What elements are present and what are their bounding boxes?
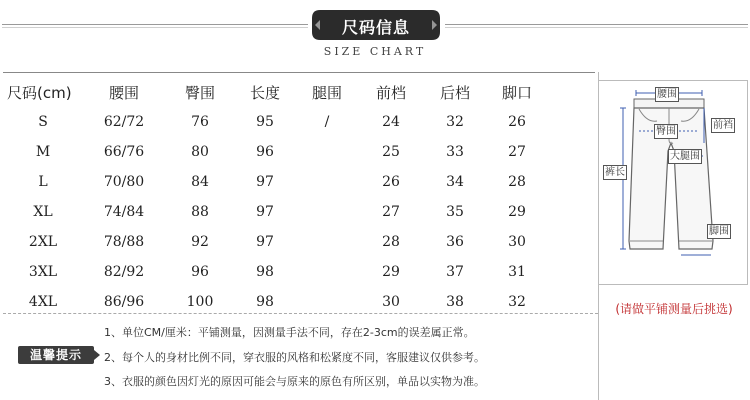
cell-length: 95 [256,114,274,130]
cell-front-rise: 25 [382,144,400,160]
cell-hem: 29 [508,204,526,220]
cell-back-rise: 32 [446,114,464,130]
label-thigh: 大腿围 [670,151,700,162]
cell-size: 4XL [28,294,58,310]
note-item: 2、每个人的身材比例不同，穿衣服的风格和松紧度不同，客服建议仅供参考。 [104,351,485,364]
label-waist: 腰围 [657,89,677,100]
header-size: 尺码(cm) [7,83,72,102]
label-length: 裤长 [605,167,625,178]
cell-length: 97 [256,234,274,250]
cell-thigh [295,167,359,197]
cell-size: M [35,144,51,160]
cell-hip: 76 [191,114,209,130]
notes-divider [3,313,598,314]
note-item: 1、单位CM/厘米：平铺测量，因测量手法不同，存在2-3cm的误差属正常。 [104,326,475,339]
table-row [3,107,547,137]
cell-length: 97 [256,174,274,190]
table-top-rule [3,72,595,73]
cell-hip: 96 [191,264,209,280]
tips-badge: 温馨提示 [18,346,94,364]
header-waist: 腰围 [108,83,139,102]
cell-thigh [295,197,359,227]
cell-waist: 78/88 [103,234,145,250]
cell-hip: 88 [191,204,209,220]
header-hip: 臀围 [184,83,215,102]
cell-hem: 30 [508,234,526,250]
cell-length: 97 [256,204,274,220]
cell-size: S [38,114,48,130]
header-length: 长度 [249,83,280,102]
cell-back-rise: 37 [446,264,464,280]
cell-size: XL [33,204,53,220]
cell-thigh [295,137,359,167]
table-row [3,227,547,257]
cell-hem: 26 [508,114,526,130]
cell-length: 98 [256,294,274,310]
header-rule-right-thin [445,27,748,28]
cell-front-rise: 29 [382,264,400,280]
cell-thigh [295,227,359,257]
header-rule-right [445,24,748,25]
pants-diagram [598,80,748,285]
header-hem: 脚口 [501,83,532,102]
size-table [3,77,547,317]
label-front-rise: 前裆 [713,120,733,131]
cell-front-rise: 24 [382,114,400,130]
note-item: 3、衣服的颜色因灯光的原因可能会与原来的原色有所区别，单品以实物为准。 [104,375,485,388]
measure-note: (请做平铺测量后挑选) [615,302,733,316]
cell-front-rise: 27 [382,204,400,220]
header-rule-left-thin [2,27,308,28]
cell-back-rise: 33 [446,144,464,160]
cell-front-rise: 26 [382,174,400,190]
cell-back-rise: 34 [446,174,464,190]
cell-waist: 74/84 [103,204,145,220]
table-header-row [3,77,547,107]
page-title: 尺码信息 [341,18,410,37]
cell-back-rise: 35 [446,204,464,220]
cell-thigh [295,257,359,287]
cell-size: L [38,174,48,190]
cell-hip: 80 [191,144,209,160]
page-subtitle: SIZE CHART [323,45,427,58]
header-thigh: 腿围 [311,83,342,102]
cell-waist: 86/96 [103,294,145,310]
cell-hem: 32 [508,294,526,310]
table-row [3,257,547,287]
cell-length: 96 [256,144,274,160]
cell-back-rise: 38 [446,294,464,310]
label-hip: 臀围 [656,126,676,137]
cell-waist: 82/92 [103,264,145,280]
table-row [3,137,547,167]
header-rule-left [2,24,308,25]
title-badge [312,10,440,40]
header-back-rise: 后档 [439,83,470,102]
cell-hip: 100 [186,294,214,310]
cell-size: 2XL [28,234,58,250]
cell-thigh: / [324,114,330,130]
table-row [3,197,547,227]
cell-length: 98 [256,264,274,280]
table-row [3,167,547,197]
cell-back-rise: 36 [446,234,464,250]
cell-waist: 62/72 [103,114,145,130]
cell-front-rise: 28 [382,234,400,250]
cell-hem: 28 [508,174,526,190]
cell-hip: 84 [191,174,209,190]
pants-illustration [599,81,749,286]
cell-hem: 31 [508,264,526,280]
cell-hem: 27 [508,144,526,160]
cell-waist: 66/76 [103,144,145,160]
cell-hip: 92 [191,234,209,250]
cell-size: 3XL [28,264,58,280]
cell-waist: 70/80 [103,174,145,190]
header-front-rise: 前档 [375,83,406,102]
cell-front-rise: 30 [382,294,400,310]
label-hem: 脚围 [709,226,729,237]
